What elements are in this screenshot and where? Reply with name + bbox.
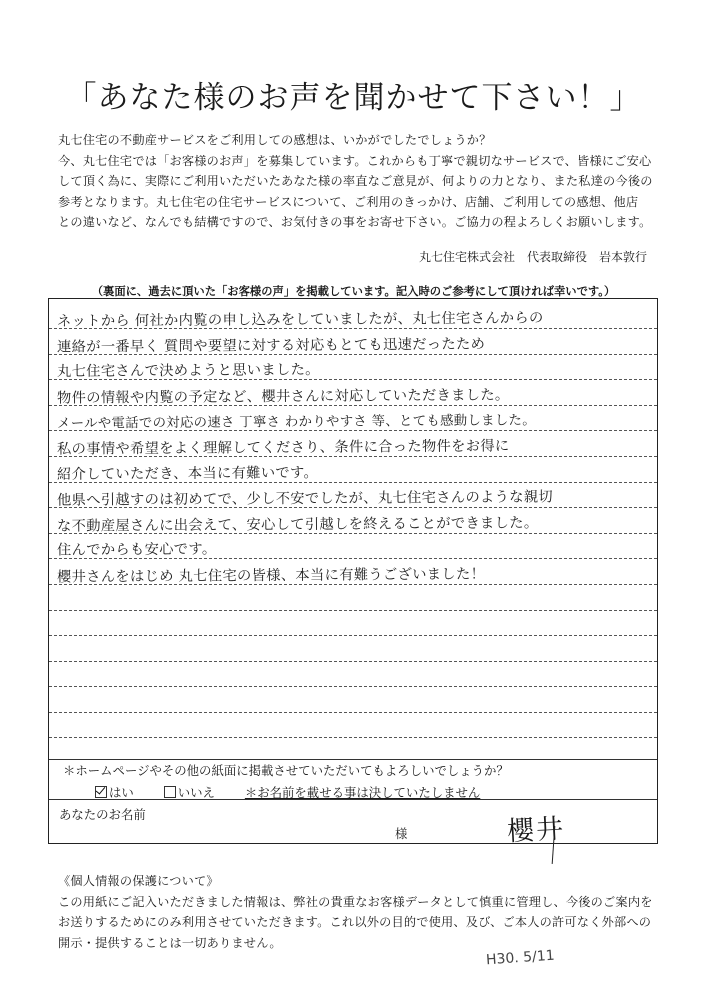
no-checkbox[interactable] [164, 786, 176, 798]
rule-line [49, 737, 657, 738]
handwritten-line: 他県へ引越すのは初めてで、少し不安でしたが、丸七住宅さんのような親切 [56, 489, 554, 509]
honorific-label: 様 [395, 826, 408, 841]
yes-checkbox[interactable] [95, 786, 107, 798]
privacy-heading: 《個人情報の保護について》 [58, 874, 219, 888]
rule-line [49, 610, 657, 611]
intro-line: 丸七住宅の不動産サービスをご利用しての感想は、いかがでしたでしょうか？ [58, 133, 492, 147]
handwritten-date: H30. 5/11 [485, 947, 556, 969]
name-label: あなたのお名前 [59, 807, 146, 822]
privacy-line: お送りするためにのみ利用させていただきます。これ以外の目的で使用、及び、ご本人の許可なく外部への [58, 915, 652, 929]
rule-line [49, 635, 657, 636]
rule-line [49, 712, 657, 713]
handwritten-line: メールや電話での対応の速さ 丁寧さ わかりやすさ 等、とても感動しました。 [56, 413, 536, 432]
company-signature: 丸七住宅株式会社 代表取締役 岩本敦行 [418, 250, 647, 264]
feedback-form [48, 298, 658, 848]
handwritten-line: 櫻井さんをはじめ 丸七住宅の皆様、本当に有難うございました！ [56, 566, 486, 586]
rule-line [49, 661, 657, 662]
name-privacy-note: ＊お名前を載せる事は決していたしません [244, 785, 481, 800]
consent-question: ＊ホームページやその他の紙面に掲載させていただいてもよろしいでしょうか？ [63, 763, 509, 778]
handwritten-line: な不動産屋さんに出会えて、安心して引越しを終えることができました。 [56, 515, 539, 535]
privacy-line: この用紙にご記入いただきました情報は、弊社の貴重なお客様データとして慎重に管理し、今後のご案内を [58, 894, 653, 909]
name-field [49, 799, 657, 848]
privacy-section [58, 871, 668, 953]
handwritten-line: 紹介していただき、本当に有難いです。 [56, 465, 319, 483]
customer-name: 櫻井 [506, 813, 566, 848]
intro-line: して頂く為に、実際にご利用いただいたあなた様の率直なご意見が、何よりの力となり、また私達の今後の [58, 174, 653, 189]
handwritten-line: 物件の情報や内覧の予定など、櫻井さんに対応していただきました。 [56, 387, 510, 407]
handwritten-line: 私の事情や希望をよく理解してくださり、条件に合った物件をお得に [56, 438, 510, 458]
no-label: いいえ [177, 785, 215, 800]
intro-line: との違いなど、なんでも結構ですので、お気付きの事をお寄せ下さい。ご協力の程よろしくお願いします。 [58, 215, 652, 230]
rule-line [49, 686, 657, 687]
page-title: 「あなた様のお声を聞かせて下さい！」 [65, 80, 642, 116]
privacy-line: 開示・提供することは一切ありません。 [58, 935, 282, 950]
handwritten-line: ネットから 何社か内覧の申し込みをしていましたが、丸七住宅さんからの [56, 310, 544, 330]
rule-line [49, 759, 657, 760]
handwritten-line: 丸七住宅さんで決めようと思いました。 [56, 362, 320, 380]
intro-line: 参考となります。丸七住宅の住宅サービスについて、ご利用のきっかけ、店舗、ご利用しての感想、他店 [58, 194, 639, 209]
handwritten-line: 住んでからも安心です。 [56, 541, 217, 559]
intro-line: 今、丸七住宅では「お客様のお声」を募集しています。これからも丁寧で親切なサービスで、皆様にご安心 [58, 153, 652, 168]
handwritten-line: 連絡が一番早く 質問や要望に対する対応もとても迅速だったため [56, 336, 486, 356]
yes-label: はい [109, 785, 134, 800]
reference-notice: （裏面に、過去に頂いた「お客様の声」を掲載しています。記入時のご参考にして頂ければ幸いです。） [91, 285, 616, 298]
intro-text [58, 130, 658, 233]
